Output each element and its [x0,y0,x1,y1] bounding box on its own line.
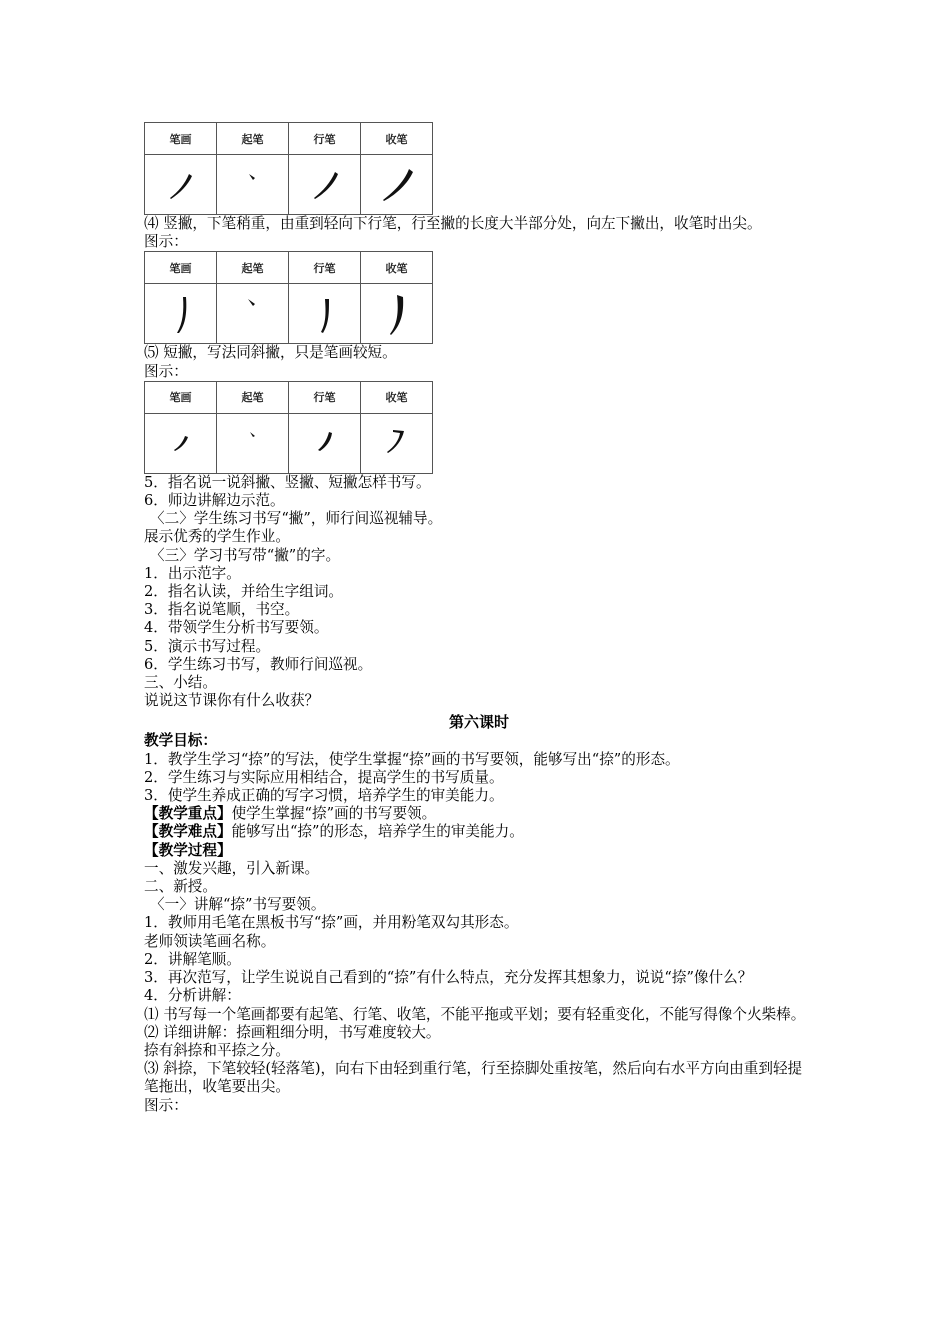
goals-heading: 教学目标： [144,732,217,750]
paragraph: 捺有斜捺和平捺之分。 [144,1041,290,1059]
start-dot-icon [233,160,273,210]
header-cell: 收笔 [361,123,433,155]
paragraph: 一、激发兴趣，引入新课。 [144,859,320,877]
paragraph: 3．指名说笔顺，书空。 [144,601,300,619]
paragraph: 3．再次范写，让学生说说自己看到的“捺”有什么特点，充分发挥其想象力，说说“捺”像什么？ [144,969,753,987]
header-cell: 笔画 [145,123,217,155]
paragraph: 图示： [144,362,188,380]
difficulty [144,823,814,841]
glyph-cell [361,155,433,215]
start-dot-icon [233,287,273,341]
glyph-cell [289,284,361,344]
glyph-cell [145,284,217,344]
xie-pie-stroke-icon [375,160,419,210]
paragraph: 1．教学生学习“捺”的写法，使学生掌握“捺”画的书写要领，能够写出“捺”的形态。 [144,750,680,768]
paragraph: 3．使学生养成正确的写字习惯，培养学生的审美能力。 [144,787,504,805]
header-cell: 笔画 [145,381,217,413]
xie-pie-stroke-icon [305,160,345,210]
paragraph: ⑵ 详细讲解：捺画粗细分明，书写难度较大。 [144,1023,441,1041]
key-point [144,805,814,823]
paragraph: 1．教师用毛笔在黑板书写“捺”画，并用粉笔双勾其形态。 [144,914,519,932]
paragraph: 二、新授。 [144,878,217,896]
paragraph: ⑴ 书写每一个笔画都要有起笔、行笔、收笔，不能平拖或平划；要有轻重变化，不能写得像个火柴棒。 [144,1005,806,1023]
shu-pie-stroke-icon [161,287,201,341]
paragraph: ⑶ 斜捺，下笔较轻(轻落笔)，向右下由轻到重行笔，行至捺脚处重按笔，然后向右水平方向由重到轻提笔拖出，收笔要出尖。 [144,1060,803,1096]
stroke-table-2 [144,251,433,344]
difficulty-label: 【教学难点】 [144,823,232,841]
glyph-cell [289,155,361,215]
process-heading: 【教学过程】 [144,841,232,859]
document-content [144,122,814,1115]
xie-pie-stroke-icon [161,160,201,210]
paragraph: 6．学生练习书写，教师行间巡视。 [144,655,373,673]
shu-pie-stroke-icon [377,287,417,341]
header-cell: 笔画 [145,252,217,284]
paragraph: 2．指名认读，并给生字组词。 [144,583,344,601]
paragraph: 〈二〉学生练习书写“撇”，师行间巡视辅导。 [150,510,443,528]
paragraph: ⑸ 短撇，写法同斜撇，只是笔画较短。 [144,344,397,362]
paragraph: 老师领读笔画名称。 [144,932,276,950]
header-cell: 收笔 [361,381,433,413]
paragraph: 1．出示范字。 [144,564,241,582]
paragraph: 图示： [144,1096,188,1114]
glyph-cell [217,413,289,473]
header-cell: 起笔 [217,252,289,284]
paragraph: 展示优秀的学生作业。 [144,528,290,546]
header-cell: 行笔 [289,123,361,155]
header-cell: 收笔 [361,252,433,284]
glyph-cell [289,413,361,473]
glyph-cell [217,155,289,215]
duan-pie-stroke-icon [305,416,345,470]
glyph-cell [145,413,217,473]
key-point-label: 【教学重点】 [144,805,232,823]
glyph-cell [361,284,433,344]
section-title: 第六课时 [448,713,509,732]
paragraph: 2．讲解笔顺。 [144,950,241,968]
paragraph: 〈三〉学习书写带“撇”的字。 [150,546,341,564]
paragraph: 三、小结。 [144,674,217,692]
paragraph: 4．带领学生分析书写要领。 [144,619,329,637]
shu-pie-stroke-icon [305,287,345,341]
header-cell: 起笔 [217,123,289,155]
glyph-cell [145,155,217,215]
paragraph: 6．师边讲解边示范。 [144,492,285,510]
header-cell: 起笔 [217,381,289,413]
paragraph: 〈一〉讲解“捺”书写要领。 [150,896,326,914]
key-point-text: 使学生掌握“捺”画的书写要领。 [231,805,437,823]
paragraph: 说说这节课你有什么收获？ [144,692,320,710]
glyph-cell [361,413,433,473]
header-cell: 行笔 [289,381,361,413]
glyph-cell [217,284,289,344]
duan-pie-stroke-icon [377,416,417,470]
header-cell: 行笔 [289,252,361,284]
stroke-table-3 [144,381,433,474]
difficulty-text: 能够写出“捺”的形态，培养学生的审美能力。 [231,823,524,841]
paragraph: 5．指名说一说斜撇、竖撇、短撇怎样书写。 [144,473,431,491]
paragraph: 2．学生练习与实际应用相结合，提高学生的书写质量。 [144,768,504,786]
stroke-table-1 [144,122,433,215]
duan-pie-stroke-icon [161,416,201,470]
paragraph: ⑷ 竖撇，下笔稍重，由重到轻向下行笔，行至撇的长度大半部分处，向左下撇出，收笔时出尖。 [144,215,762,232]
paragraph: 5．演示书写过程。 [144,637,271,655]
paragraph: 图示： [144,233,188,251]
start-dot-icon [233,416,273,470]
paragraph: 4．分析讲解： [144,987,241,1005]
